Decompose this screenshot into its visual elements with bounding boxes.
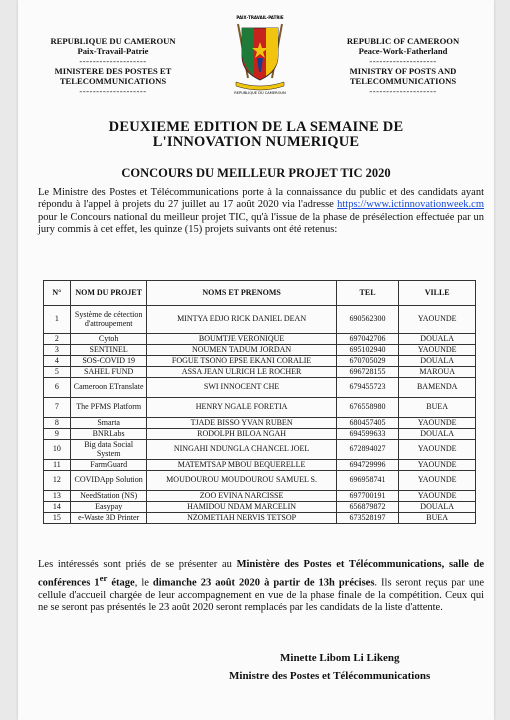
cell-town: YAOUNDE [399,471,476,491]
cell-town: BUEA [399,398,476,418]
cell-no: 9 [44,429,71,440]
cell-town: YAOUNDE [399,418,476,429]
cell-town: BUEA [399,513,476,524]
outro-venue: Ministère des Postes et Télécommunications, salle de conférences 1 [38,559,484,588]
header-left-block [38,36,188,96]
table-row [44,398,476,418]
cell-tel: 679455723 [336,378,399,398]
intro-text-before-link: Le Ministre des Postes et Télécommunications porte à la connaissance du public et des candidats ayant répondu à l'appel à projets du 27 juillet au 17 août 2020 via l'adresse [38,187,484,211]
document-page [18,0,494,720]
header-names: NOMS ET PRENOMS [147,281,336,306]
header-project: NOM DU PROJET [70,281,147,306]
header-left-ministry-line1: MINISTERE DES POSTES ET [54,66,172,76]
cell-names: MATEMTSAP MBOU BEQUERELLE [147,460,336,471]
cell-tel: 697700191 [336,491,399,502]
table-row [44,306,476,334]
cell-project: Système de cétection d'attroupement [70,306,147,334]
cell-project: Cytoh [70,334,147,345]
closing-paragraph [38,559,484,615]
website-link[interactable]: https://www.ictinnovationweek.cm [337,199,484,211]
cell-names: TJADE BISSO YVAN RUBEN [147,418,336,429]
intro-text-after-link: pour le Concours national du meilleur projet TIC, qu'à l'issue de la phase de présélection effectuée par un jury commis à cet effet, les quinze (15) projets suivants ont été retenus: [38,211,484,236]
cell-names: MOUDOUROU MOUDOUROU SAMUEL S. [147,471,336,491]
cell-town: DOUALA [399,334,476,345]
table-row [44,440,476,460]
cell-names: ASSA JEAN ULRICH LE ROCHER [147,367,336,378]
cell-tel: 696958741 [336,471,399,491]
cell-project: Smarta [70,418,147,429]
cell-town: DOUALA [399,502,476,513]
cell-no: 8 [44,418,71,429]
table-row [44,429,476,440]
cell-no: 15 [44,513,71,524]
cell-town: MAROUA [399,367,476,378]
cell-tel: 676558980 [336,398,399,418]
cell-names: NZOMETIAH NERVIS TETSOP [147,513,336,524]
cell-names: SWI INNOCENT CHE [147,378,336,398]
header-right-ministry-line2: TELECOMMUNICATIONS [349,76,457,86]
outro-text-1: Les intéressés sont priés de se présenter au [38,559,237,570]
cell-no: 3 [44,345,71,356]
cell-project: FarmGuard [70,460,147,471]
cell-names: NOUMEN TADUM JORDAN [147,345,336,356]
document-title [18,120,494,150]
cell-no: 10 [44,440,71,460]
table-row [44,378,476,398]
table-body [44,306,476,524]
cell-names: NINGAHI NDUNGLA CHANCEL JOEL [147,440,336,460]
cell-names: MINTYA EDJO RICK DANIEL DEAN [147,306,336,334]
cell-project: SOS-COVID 19 [70,356,147,367]
header-right-separator: -------------------- [369,56,437,66]
header-left-republic: REPUBLIQUE DU CAMEROUN [50,36,176,46]
cell-tel: 694599633 [336,429,399,440]
cell-project: SAHEL FUND [70,367,147,378]
table-row [44,491,476,502]
table-row [44,471,476,491]
cell-tel: 673528197 [336,513,399,524]
crest-bottom-motto: REPUBLIQUE DU CAMEROUN [234,91,286,95]
document-subtitle: CONCOURS DU MEILLEUR PROJET TIC 2020 [121,166,391,180]
header-left-separator: -------------------- [79,56,147,66]
cell-no: 2 [44,334,71,345]
header-left-motto: Paix-Travail-Patrie [77,46,149,56]
cell-names: FOGUE TSONO EPSE EKANI CORALIE [147,356,336,367]
cell-town: YAOUNDE [399,491,476,502]
cell-names: HENRY NGALE FORETIA [147,398,336,418]
header-right-separator-2: -------------------- [369,86,437,96]
outro-text-3: . Ils seront reçus par une cellule d'accueil chargée de leur accompagnement en vue de la phase finale de la compétition. Ceux qui ne se seront pas présentés le 23 août 2020 seront remplacés par les candidats de la liste d'attente. [38,577,484,613]
header-right-republic: REPUBLIC OF CAMEROON [346,36,460,46]
cell-no: 7 [44,398,71,418]
cell-no: 14 [44,502,71,513]
cell-tel: 695102940 [336,345,399,356]
cell-no: 13 [44,491,71,502]
cell-no: 6 [44,378,71,398]
cell-no: 11 [44,460,71,471]
cell-town: DOUALA [399,356,476,367]
crest-shield-green [242,28,254,76]
outro-date: dimanche 23 août 2020 à partir de 13h précises [152,577,375,588]
cell-tel: 680457405 [336,418,399,429]
header-left-separator-2: -------------------- [79,86,147,96]
cell-town: YAOUNDE [399,460,476,471]
cameroon-coat-of-arms-icon [224,12,296,96]
cell-project: Cameroon ETranslate [70,378,147,398]
header-right-motto: Peace-Work-Fatherland [358,46,448,56]
crest-shield-yellow [266,28,278,76]
crest-top-motto: PAIX·TRAVAIL·PATRIE [236,15,284,20]
cell-names: HAMIDOU NDAM MARCELIN [147,502,336,513]
header-town: VILLE [399,281,476,306]
cell-project: Big data Social System [70,440,147,460]
table-header-row [44,281,476,306]
outro-floor-sup: er [99,572,108,583]
table-row [44,418,476,429]
cell-project: The PFMS Platform [70,398,147,418]
cell-names: BOUMTJE VERONIQUE [147,334,336,345]
table-row [44,502,476,513]
cell-town: YAOUNDE [399,440,476,460]
header-left-ministry-line2: TELECOMMUNICATIONS [59,76,167,86]
crest-ribbon [236,82,284,90]
cell-names: RODOLPH BILOA NGAH [147,429,336,440]
cell-tel: 656879872 [336,502,399,513]
intro-paragraph [38,187,484,237]
cell-project: e-Waste 3D Printer [70,513,147,524]
cell-no: 1 [44,306,71,334]
table-row [44,356,476,367]
cell-tel: 690562300 [336,306,399,334]
cell-no: 4 [44,356,71,367]
cell-project: SENTINEL [70,345,147,356]
table-row [44,460,476,471]
cell-tel: 694729996 [336,460,399,471]
signatory-name: Minette Libom Li Likeng [280,652,400,664]
header-right-block [328,36,478,96]
document-title-line1: DEUXIEME EDITION DE LA SEMAINE DE [108,119,404,135]
cell-tel: 670705029 [336,356,399,367]
cell-project: NeedStation (NS) [70,491,147,502]
signatory-title: Ministre des Postes et Télécommunications [229,670,431,682]
cell-town: YAOUNDE [399,345,476,356]
table-row [44,345,476,356]
cell-project: COVIDApp Solution [70,471,147,491]
cell-names: ZOO EVINA NARCISSE [147,491,336,502]
document-title-line2: L'INNOVATION NUMERIQUE [152,134,360,150]
cell-tel: 697042706 [336,334,399,345]
cell-town: BAMENDA [399,378,476,398]
header-tel: TEL [336,281,399,306]
header-no: N° [44,281,71,306]
cell-tel: 672894027 [336,440,399,460]
cell-town: DOUALA [399,429,476,440]
outro-text-2: , le [134,577,153,588]
cell-no: 5 [44,367,71,378]
table-row [44,334,476,345]
cell-town: YAOUNDE [399,306,476,334]
outro-floor: étage [107,577,135,588]
cell-project: Easypay [70,502,147,513]
cell-project: BNRLabs [70,429,147,440]
header-right-ministry-line1: MINISTRY OF POSTS AND [349,66,457,76]
cell-tel: 696728155 [336,367,399,378]
cell-no: 12 [44,471,71,491]
table-row [44,513,476,524]
projects-table [43,280,476,524]
table-row [44,367,476,378]
